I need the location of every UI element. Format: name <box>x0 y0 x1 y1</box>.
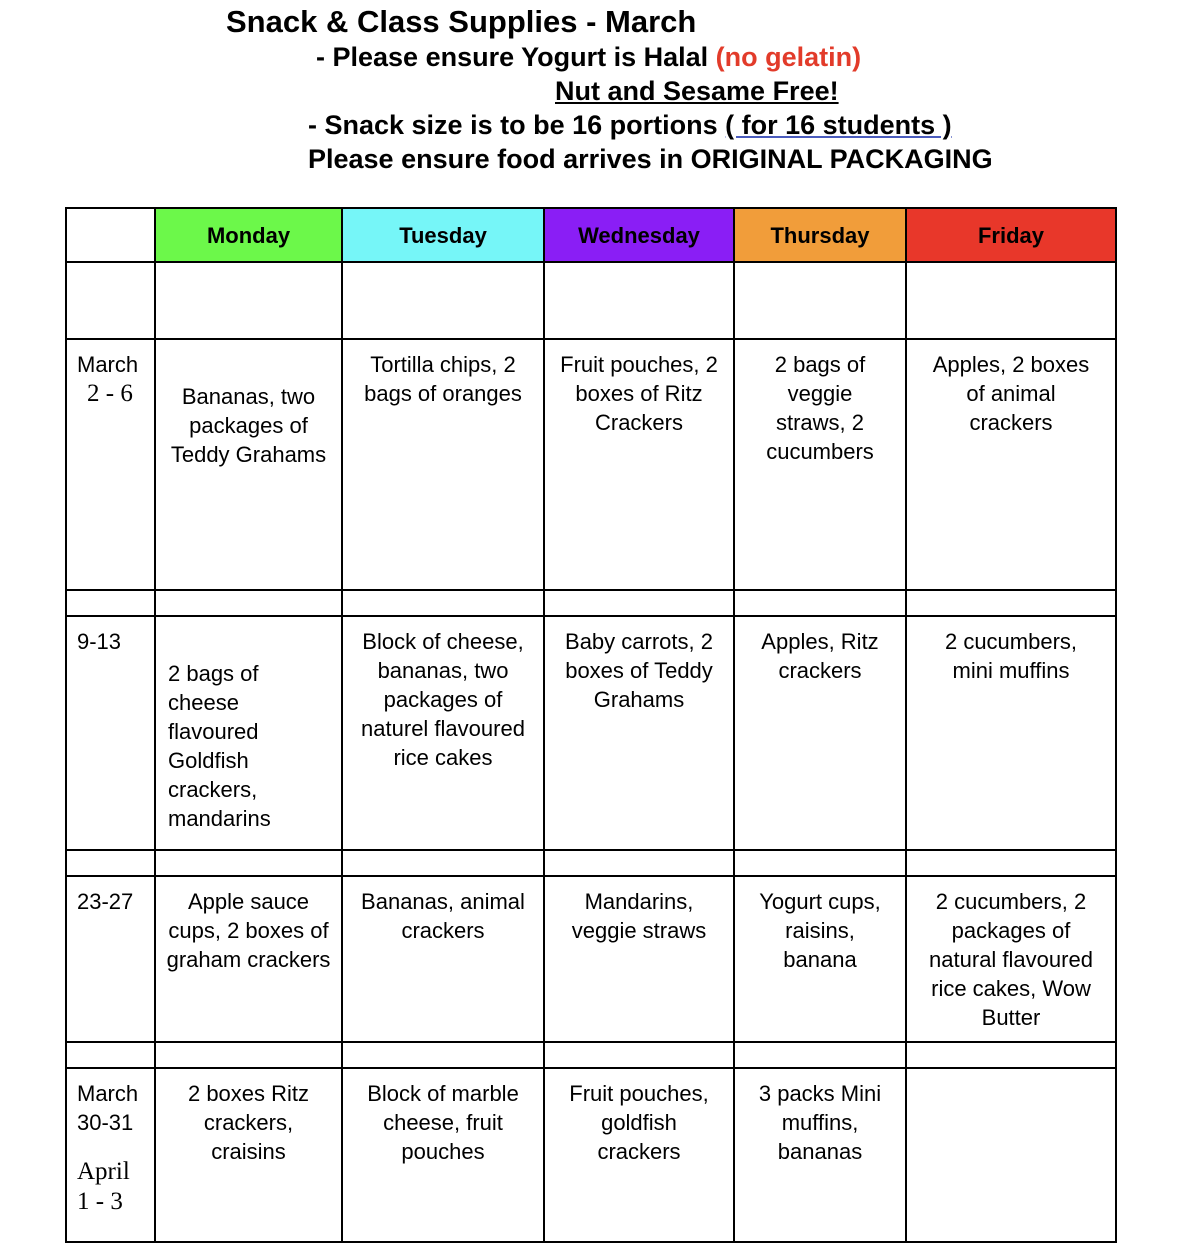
tuesday-snack-text: Block of marble cheese, fruit pouches <box>367 1081 519 1164</box>
thursday-snack <box>734 1068 906 1242</box>
tuesday-snack-text: Block of cheese, bananas, two packages of naturel flavoured rice cakes <box>361 629 525 770</box>
halal-note-text: - Please ensure Yogurt is Halal <box>316 42 716 72</box>
blank-cell <box>66 850 155 876</box>
wednesday-snack <box>544 1068 734 1242</box>
blank-cell <box>906 1042 1116 1068</box>
day-header-thursday: Thursday <box>734 208 906 262</box>
day-header-monday: Monday <box>155 208 342 262</box>
no-gelatin-note: (no gelatin) <box>715 42 862 72</box>
thursday-snack-text: Yogurt cups, raisins, banana <box>759 889 881 972</box>
wednesday-snack-text: Fruit pouches, 2 boxes of Ritz Crackers <box>560 352 718 435</box>
day-header-row <box>66 208 1116 262</box>
blank-cell <box>155 590 342 616</box>
students-count-note: ( for 16 students ) <box>725 110 952 140</box>
week-date <box>66 616 155 850</box>
blank-cell <box>66 590 155 616</box>
wednesday-snack-text: Baby carrots, 2 boxes of Teddy Grahams <box>565 629 713 712</box>
date-month: March <box>77 1081 139 1106</box>
blank-cell <box>155 850 342 876</box>
packaging-note: Please ensure food arrives in ORIGINAL PACKAGING <box>308 144 993 174</box>
date-month-april: April <box>77 1158 130 1185</box>
monday-snack-text: 2 bags of cheese flavoured Goldfish crackers, mandarins <box>168 661 271 831</box>
blank-cell <box>734 850 906 876</box>
date-month: March <box>77 352 139 377</box>
blank-cell <box>342 850 544 876</box>
friday-snack-text: Apples, 2 boxes of animal crackers <box>932 352 1090 435</box>
date-range: 2 - 6 <box>87 380 133 407</box>
halal-note <box>316 44 861 71</box>
blank-cell <box>906 590 1116 616</box>
thursday-snack-text: Apples, Ritz crackers <box>761 629 879 683</box>
day-header-friday: Friday <box>906 208 1116 262</box>
nut-free-note: Nut and Sesame Free! <box>555 76 839 106</box>
wednesday-snack <box>544 876 734 1042</box>
blank-row <box>66 1042 1116 1068</box>
week-row <box>66 876 1116 1042</box>
week-row <box>66 1068 1116 1242</box>
tuesday-snack <box>342 1068 544 1242</box>
wednesday-snack-text: Fruit pouches, goldfish crackers <box>569 1081 709 1164</box>
day-header-wednesday: Wednesday <box>544 208 734 262</box>
tuesday-snack <box>342 876 544 1042</box>
wednesday-snack-text: Mandarins, veggie straws <box>571 889 707 943</box>
monday-snack <box>155 1068 342 1242</box>
blank-cell <box>544 1042 734 1068</box>
week-date <box>66 339 155 590</box>
monday-snack-text: 2 boxes Ritz crackers, craisins <box>187 1081 310 1164</box>
blank-cell <box>734 262 906 339</box>
page-title: Snack & Class Supplies - March <box>226 4 697 39</box>
blank-cell <box>66 262 155 339</box>
thursday-snack-text: 3 packs Mini muffins, bananas <box>758 1081 882 1164</box>
blank-cell <box>544 590 734 616</box>
blank-cell <box>544 850 734 876</box>
monday-snack-text: Apple sauce cups, 2 boxes of graham crackers <box>166 889 331 972</box>
friday-snack-text: 2 cucumbers, 2 packages of natural flavoured rice cakes, Wow Butter <box>929 889 1093 1030</box>
blank-row <box>66 590 1116 616</box>
thursday-snack-text: 2 bags of veggie straws, 2 cucumbers <box>766 352 874 464</box>
blank-cell <box>906 262 1116 339</box>
date-range: 30-31 <box>77 1110 134 1135</box>
week-row <box>66 616 1116 850</box>
tuesday-snack <box>342 339 544 590</box>
blank-cell <box>906 850 1116 876</box>
wednesday-snack <box>544 616 734 850</box>
blank-cell <box>155 1042 342 1068</box>
blank-cell <box>155 262 342 339</box>
friday-snack-text: 2 cucumbers, mini muffins <box>944 629 1078 683</box>
friday-snack <box>906 876 1116 1042</box>
day-header-tuesday: Tuesday <box>342 208 544 262</box>
tuesday-snack <box>342 616 544 850</box>
blank-cell <box>66 1042 155 1068</box>
monday-snack <box>155 616 342 850</box>
blank-cell <box>734 1042 906 1068</box>
week-row <box>66 339 1116 590</box>
week-date <box>66 876 155 1042</box>
thursday-snack <box>734 339 906 590</box>
week-date <box>66 1068 155 1242</box>
blank-cell <box>544 262 734 339</box>
friday-snack <box>906 616 1116 850</box>
monday-snack <box>155 339 342 590</box>
tuesday-snack-text: Tortilla chips, 2 bags of oranges <box>364 352 522 406</box>
date-range: 23-27 <box>77 889 134 914</box>
monday-snack <box>155 876 342 1042</box>
snack-schedule-table <box>65 207 1117 1243</box>
thursday-snack <box>734 616 906 850</box>
snack-size-note <box>308 112 952 139</box>
date-range: 9-13 <box>77 629 122 654</box>
snack-size-text: - Snack size is to be 16 portions <box>308 110 726 140</box>
corner-cell <box>66 208 155 262</box>
thursday-snack <box>734 876 906 1042</box>
friday-snack <box>906 339 1116 590</box>
monday-snack-text: Bananas, two packages of Teddy Grahams <box>170 384 327 467</box>
blank-row <box>66 850 1116 876</box>
wednesday-snack <box>544 339 734 590</box>
blank-cell <box>342 590 544 616</box>
blank-cell <box>734 590 906 616</box>
blank-row <box>66 262 1116 339</box>
date-range-april: 1 - 3 <box>77 1188 123 1215</box>
blank-cell <box>342 1042 544 1068</box>
tuesday-snack-text: Bananas, animal crackers <box>361 889 525 943</box>
friday-snack <box>906 1068 1116 1242</box>
blank-cell <box>342 262 544 339</box>
